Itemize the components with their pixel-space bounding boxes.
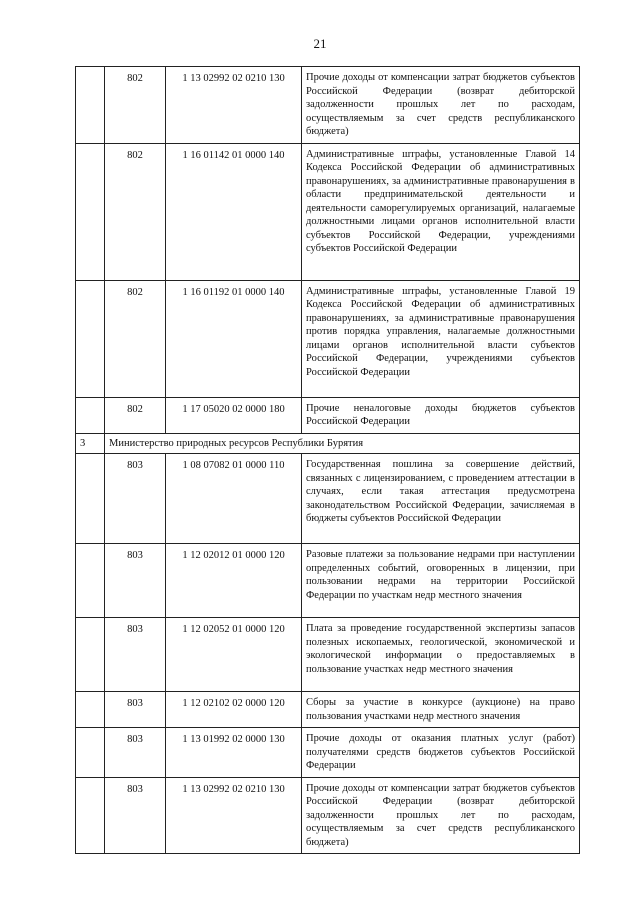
revenue-description-cell: Плата за проведение государственной экспертизы запасов полезных ископаемых, геологической, экономической и экологической информации о предоставляемых в пользование участках недр местного значения bbox=[302, 618, 580, 692]
table-row bbox=[76, 777, 580, 854]
admin-code-cell: 803 bbox=[105, 618, 166, 692]
row-number-cell bbox=[76, 454, 105, 544]
admin-code-cell: 802 bbox=[105, 280, 166, 397]
admin-code-cell: 803 bbox=[105, 777, 166, 854]
budget-classification-code-cell: 1 13 02992 02 0210 130 bbox=[166, 777, 302, 854]
table-row bbox=[76, 143, 580, 280]
admin-code-cell: 802 bbox=[105, 143, 166, 280]
admin-code-cell: 802 bbox=[105, 67, 166, 144]
budget-classification-code-cell: 1 16 01142 01 0000 140 bbox=[166, 143, 302, 280]
row-number-cell bbox=[76, 143, 105, 280]
admin-code-cell: 803 bbox=[105, 544, 166, 618]
page-number: 21 bbox=[313, 36, 327, 51]
row-number-cell bbox=[76, 728, 105, 778]
budget-classification-code-cell: 1 12 02052 01 0000 120 bbox=[166, 618, 302, 692]
revenue-codes-table bbox=[75, 66, 580, 854]
revenue-description-cell: Прочие доходы от оказания платных услуг (работ) получателями средств бюджетов субъектов Российской Федерации bbox=[302, 728, 580, 778]
table-row bbox=[76, 544, 580, 618]
admin-code-cell: 803 bbox=[105, 728, 166, 778]
row-number-cell bbox=[76, 777, 105, 854]
table-row bbox=[76, 692, 580, 728]
row-number-cell bbox=[76, 280, 105, 397]
revenue-description-cell: Прочие доходы от компенсации затрат бюджетов субъектов Российской Федерации (возврат дебиторской задолженности прошлых лет по расходам, осуществляемым за счет средств республиканского бюджета) bbox=[302, 67, 580, 144]
table-row bbox=[76, 454, 580, 544]
table-row bbox=[76, 280, 580, 397]
budget-classification-code-cell: 1 16 01192 01 0000 140 bbox=[166, 280, 302, 397]
section-title: Министерство природных ресурсов Республики Бурятия bbox=[105, 433, 580, 454]
revenue-description-cell: Административные штрафы, установленные Главой 19 Кодекса Российской Федерации об административных правонарушениях, за административные правонарушения против порядка управления, налагаемые должностными лицами органов исполнительной власти субъектов Российской Федерации, учреждениями субъектов Российской Федерации bbox=[302, 280, 580, 397]
table-row bbox=[76, 728, 580, 778]
table-row bbox=[76, 397, 580, 433]
revenue-description-cell: Прочие неналоговые доходы бюджетов субъектов Российской Федерации bbox=[302, 397, 580, 433]
budget-classification-code-cell: 1 13 02992 02 0210 130 bbox=[166, 67, 302, 144]
admin-code-cell: 803 bbox=[105, 454, 166, 544]
row-number-cell bbox=[76, 618, 105, 692]
budget-classification-code-cell: 1 12 02012 01 0000 120 bbox=[166, 544, 302, 618]
section-row bbox=[76, 433, 580, 454]
revenue-description-cell: Разовые платежи за пользование недрами при наступлении определенных событий, оговоренных в лицензии, при пользовании недрами на территории Российской Федерации по участкам недр местного значения bbox=[302, 544, 580, 618]
admin-code-cell: 803 bbox=[105, 692, 166, 728]
budget-classification-code-cell: 1 13 01992 02 0000 130 bbox=[166, 728, 302, 778]
table-row bbox=[76, 618, 580, 692]
admin-code-cell: 802 bbox=[105, 397, 166, 433]
table-row bbox=[76, 67, 580, 144]
section-number: 3 bbox=[76, 433, 105, 454]
row-number-cell bbox=[76, 397, 105, 433]
row-number-cell bbox=[76, 67, 105, 144]
budget-classification-code-cell: 1 17 05020 02 0000 180 bbox=[166, 397, 302, 433]
revenue-description-cell: Административные штрафы, установленные Главой 14 Кодекса Российской Федерации об административных правонарушениях, за административные правонарушения в области предпринимательской деятельности и деятельности саморегулируемых организаций, налагаемые должностными лицами органов исполнительной власти субъектов Российской Федерации, учреждениями субъектов Российской Федерации bbox=[302, 143, 580, 280]
revenue-description-cell: Сборы за участие в конкурсе (аукционе) на право пользования участками недр местного значения bbox=[302, 692, 580, 728]
budget-classification-code-cell: 1 12 02102 02 0000 120 bbox=[166, 692, 302, 728]
revenue-description-cell: Прочие доходы от компенсации затрат бюджетов субъектов Российской Федерации (возврат дебиторской задолженности прошлых лет по расходам, осуществляемым за счет средств республиканского бюджета) bbox=[302, 777, 580, 854]
row-number-cell bbox=[76, 544, 105, 618]
budget-classification-code-cell: 1 08 07082 01 0000 110 bbox=[166, 454, 302, 544]
row-number-cell bbox=[76, 692, 105, 728]
revenue-description-cell: Государственная пошлина за совершение действий, связанных с лицензированием, с проведением аттестации в случаях, если такая аттестация предусмотрена законодательством Российской Федерации, зачисляемая в бюджеты субъектов Российской Федерации bbox=[302, 454, 580, 544]
